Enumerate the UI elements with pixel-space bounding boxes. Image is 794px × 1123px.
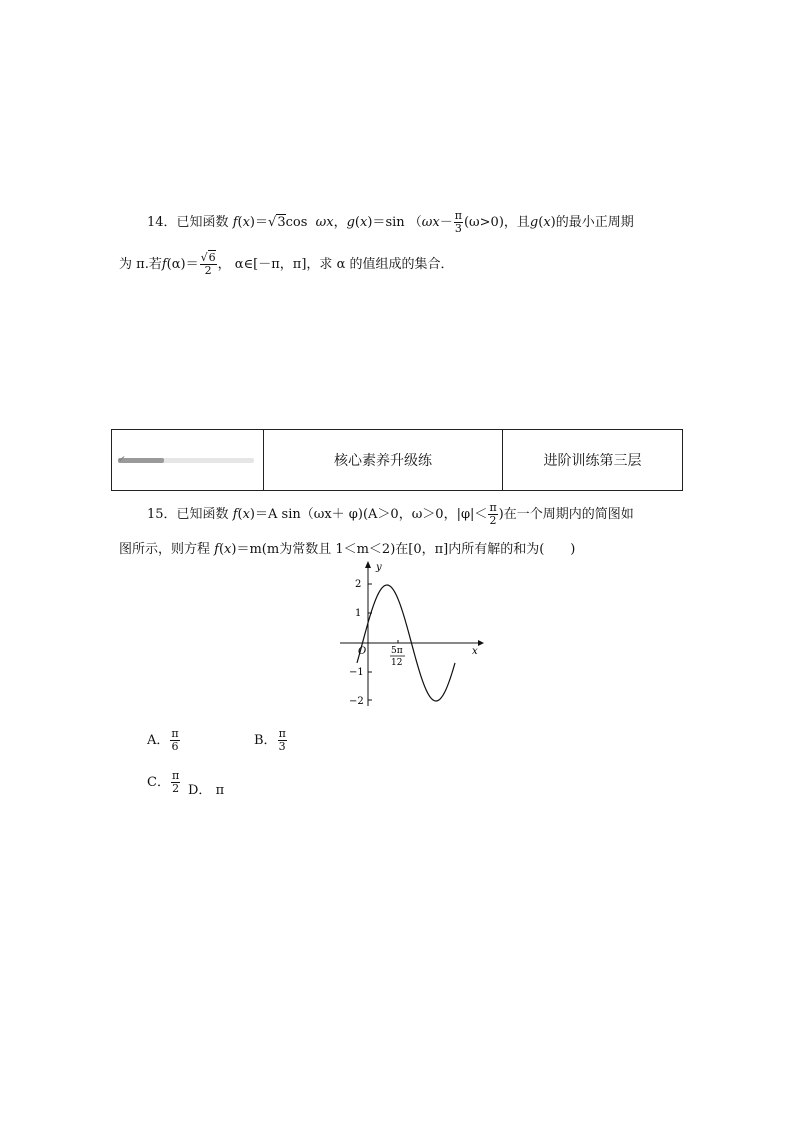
q15-number: 15．已知函数	[147, 507, 229, 523]
y-tick-label-1: 1	[355, 608, 362, 619]
q15-line1: 15．已知函数 f(x)＝A sin（ωx＋ φ)(A＞0，ω＞0，|φ|＜ $\frac{\pi}{2}$ )在一个周期内的简图如	[147, 501, 634, 528]
option-c[interactable]: C． $\frac{\pi}{2}$	[147, 769, 180, 796]
y-tick-label-neg2: −2	[349, 696, 364, 707]
y-tick-label-neg1: −1	[349, 667, 364, 678]
q14-line1: 14．已知函数 f(x)＝√3cos ωx，g(x)＝sin （ωx－ $\frac{\pi}{3}$ (ω>0)，且g(x)的最小正周期	[147, 209, 634, 236]
x-tick-label-den: 12	[391, 658, 403, 668]
section-banner	[111, 429, 683, 491]
origin-label: O	[358, 646, 367, 657]
y-axis-arrow	[365, 561, 371, 568]
sqrt-sign: √	[200, 251, 208, 264]
sqrt-sign: √	[268, 215, 277, 231]
banner-title: 核心素养升级练	[264, 430, 503, 490]
q14-line2: 为 π.若f(α)＝ $\frac{√6}{2}$ ， α∈[－π，π]，求 α 的值组成的集合．	[119, 251, 454, 278]
x-axis-arrow	[478, 640, 484, 646]
y-tick-label-2: 2	[355, 579, 362, 590]
banner-subtitle: 进阶训练第三层	[543, 453, 642, 469]
x-axis-label: x	[472, 646, 478, 657]
sine-graph	[330, 556, 490, 716]
option-a[interactable]: A． $\frac{\pi}{6}$	[147, 727, 179, 754]
x-tick-label-num: 5π	[391, 646, 403, 656]
option-b[interactable]: B． $\frac{\pi}{3}$	[254, 727, 286, 754]
y-axis-label: y	[376, 562, 382, 573]
progress-bar	[118, 454, 254, 465]
check-icon: ✔	[118, 454, 126, 465]
banner-progress-cell	[112, 430, 264, 490]
sqrt6-over-2: $\frac{√6}{2}$	[200, 251, 216, 278]
q15-line2: 图所示，则方程 f(x)＝m(m为常数且 1＜m＜2)在[0，π]内所有解的和为( )	[119, 542, 576, 557]
q14-number: 14．已知函数	[147, 215, 229, 231]
option-d[interactable]: D． π	[188, 783, 225, 798]
pi-over-2: $\frac{\pi}{2}$	[489, 501, 497, 528]
pi-over-3: $\frac{\pi}{3}$	[454, 209, 462, 236]
